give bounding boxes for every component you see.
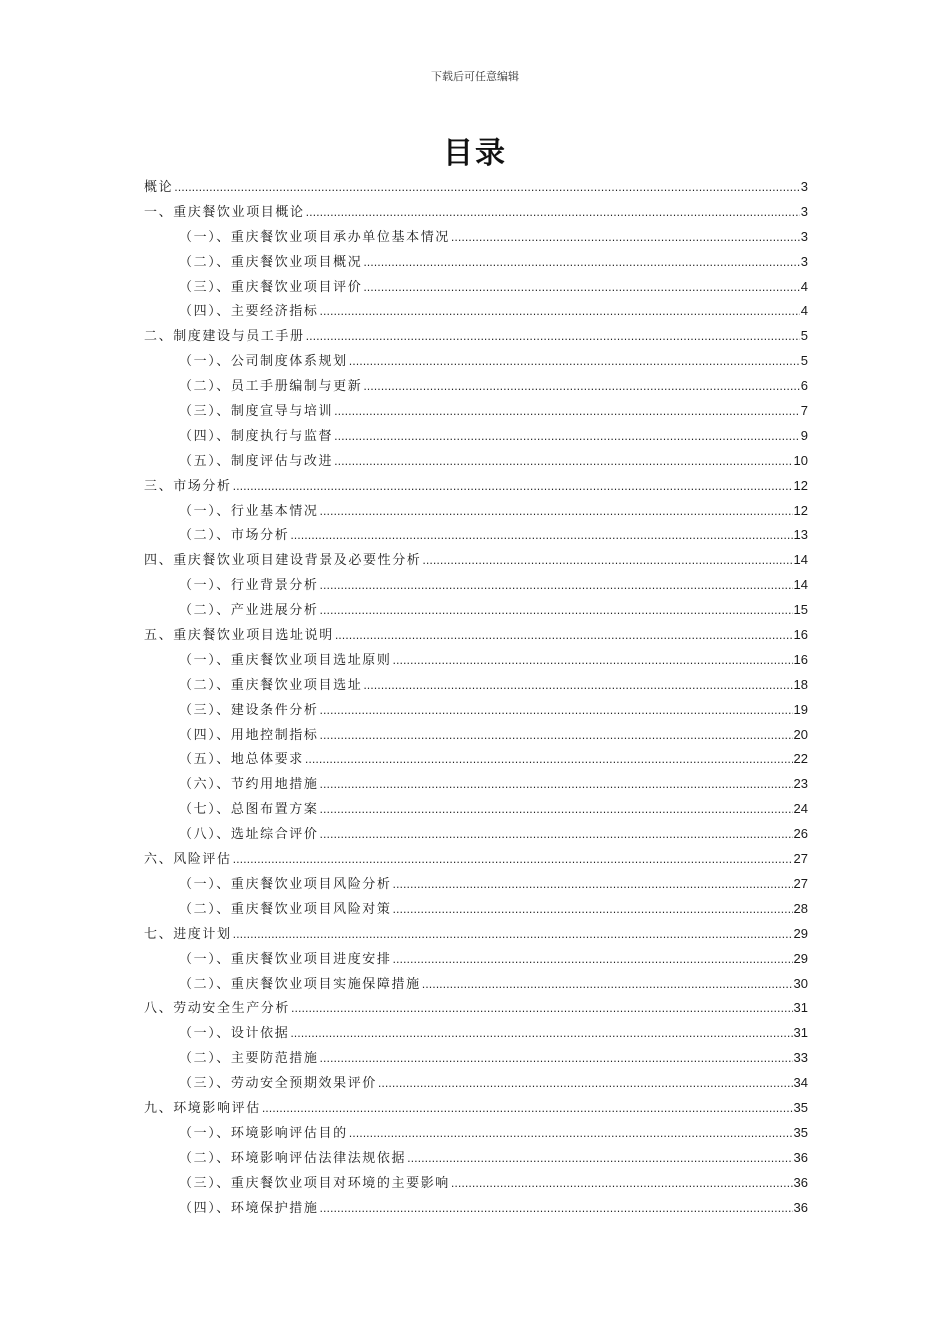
toc-section-entry[interactable] [144,772,808,797]
toc-page-number: 19 [793,701,808,717]
toc-entry-label: （一）、重庆餐饮业项目承办单位基本情况 [179,229,450,245]
toc-page-number: 18 [793,676,808,692]
toc-chapter-entry[interactable] [144,548,808,573]
toc-entry-label: （四）、制度执行与监督 [179,428,334,444]
toc-dot-leader [393,898,793,923]
toc-section-entry[interactable] [144,299,808,324]
toc-section-entry[interactable] [144,723,808,748]
toc-dot-leader [422,973,793,998]
toc-entry-label: 九、环境影响评估 [144,1100,261,1116]
toc-title: 目录 [443,136,507,171]
toc-page-number: 7 [800,403,808,419]
toc-entry-label: （二）、员工手册编制与更新 [179,379,363,395]
toc-dot-leader [290,524,792,549]
toc-section-entry[interactable] [144,424,808,449]
toc-dot-leader [363,375,799,400]
toc-entry-label: （四）、用地控制指标 [179,727,319,743]
toc-entry-label: 一、重庆餐饮业项目概论 [144,204,305,220]
toc-page-number: 5 [800,353,808,369]
toc-section-entry[interactable] [144,1171,808,1196]
toc-dot-leader [363,251,799,276]
toc-page-number: 12 [793,502,808,518]
toc-entry-label: （二）、主要防范措施 [179,1051,319,1067]
toc-dot-leader [363,674,792,699]
toc-chapter-entry[interactable] [144,847,808,872]
table-of-contents [144,175,808,1220]
toc-entry-label: 七、进度计划 [144,926,232,942]
toc-section-entry[interactable] [144,947,808,972]
toc-section-entry[interactable] [144,1196,808,1221]
toc-dot-leader [451,226,800,251]
toc-section-entry[interactable] [144,648,808,673]
toc-section-entry[interactable] [144,1046,808,1071]
toc-dot-leader [320,500,793,525]
toc-page-number: 27 [793,875,808,891]
toc-dot-leader [407,1147,792,1172]
toc-page-number: 30 [793,975,808,991]
toc-page-number: 36 [793,1149,808,1165]
toc-dot-leader [334,400,800,425]
toc-page-number: 3 [800,203,808,219]
toc-chapter-entry[interactable] [144,175,808,200]
toc-entry-label: （一）、重庆餐饮业项目选址原则 [179,652,392,668]
toc-page-number: 23 [793,776,808,792]
toc-page-number: 29 [793,950,808,966]
toc-dot-leader [422,549,792,574]
toc-entry-label: （三）、重庆餐饮业项目对环境的主要影响 [179,1175,450,1191]
toc-entry-label: 二、制度建设与员工手册 [144,329,305,345]
toc-section-entry[interactable] [144,747,808,772]
toc-entry-label: 三、市场分析 [144,478,232,494]
toc-entry-label: 六、风险评估 [144,852,232,868]
toc-entry-label: （二）、产业进展分析 [179,603,319,619]
toc-page-number: 14 [793,577,808,593]
toc-page-number: 36 [793,1199,808,1215]
toc-dot-leader [349,1122,793,1147]
toc-dot-leader [320,773,793,798]
toc-dot-leader [233,475,793,500]
toc-section-entry[interactable] [144,250,808,275]
toc-entry-label: 概论 [144,180,174,195]
toc-section-entry[interactable] [144,822,808,847]
toc-entry-label: （八）、选址综合评价 [179,827,319,843]
toc-chapter-entry[interactable] [144,200,808,225]
toc-entry-label: （二）、环境影响评估法律法规依据 [179,1150,407,1166]
toc-page-number: 10 [793,452,808,468]
toc-entry-label: （二）、市场分析 [179,528,290,544]
toc-page-number: 16 [793,651,808,667]
toc-section-entry[interactable] [144,374,808,399]
toc-page-number: 4 [800,278,808,294]
toc-entry-label: （一）、环境影响评估目的 [179,1125,348,1141]
toc-dot-leader [320,724,793,749]
toc-page-number: 3 [800,253,808,269]
toc-page-number: 3 [800,228,808,244]
toc-section-entry[interactable] [144,1146,808,1171]
toc-entry-label: （六）、节约用地措施 [179,777,319,793]
toc-entry-label: 五、重庆餐饮业项目选址说明 [144,628,334,644]
toc-section-entry[interactable] [144,225,808,250]
toc-entry-label: （一）、重庆餐饮业项目进度安排 [179,951,392,967]
toc-entry-label: （二）、重庆餐饮业项目风险对策 [179,901,392,917]
toc-entry-label: （一）、设计依据 [179,1026,290,1042]
toc-section-entry[interactable] [144,1021,808,1046]
toc-page-number: 22 [793,751,808,767]
toc-entry-label: （一）、行业背景分析 [179,578,319,594]
toc-dot-leader [233,848,793,873]
toc-dot-leader [291,997,793,1022]
toc-page-number: 27 [793,851,808,867]
toc-section-entry[interactable] [144,872,808,897]
toc-entry-label: （三）、重庆餐饮业项目评价 [179,279,363,295]
toc-chapter-entry[interactable] [144,922,808,947]
toc-page-number: 3 [800,179,808,194]
toc-page-number: 13 [793,527,808,543]
toc-page-number: 4 [800,303,808,319]
toc-dot-leader [320,599,793,624]
toc-dot-leader [378,1072,793,1097]
toc-page-number: 33 [793,1050,808,1066]
toc-page-number: 35 [793,1099,808,1115]
toc-page-number: 31 [793,1000,808,1016]
toc-dot-leader [334,450,792,475]
toc-entry-label: （二）、重庆餐饮业项目实施保障措施 [179,976,421,992]
toc-dot-leader [290,1022,792,1047]
toc-section-entry[interactable] [144,972,808,997]
toc-section-entry[interactable] [144,523,808,548]
toc-dot-leader [320,1197,793,1222]
toc-entry-label: （一）、重庆餐饮业项目风险分析 [179,876,392,892]
toc-page-number: 36 [793,1174,808,1190]
toc-section-entry[interactable] [144,797,808,822]
toc-entry-label: （二）、重庆餐饮业项目选址 [179,677,363,693]
toc-entry-label: （一）、公司制度体系规划 [179,354,348,370]
toc-dot-leader [320,300,800,325]
toc-page-number: 5 [800,328,808,344]
toc-page-number: 31 [793,1025,808,1041]
toc-page-number: 15 [793,602,808,618]
toc-dot-leader [363,276,799,301]
toc-entry-label: 八、劳动安全生产分析 [144,1001,291,1017]
toc-page-number: 34 [793,1075,808,1091]
toc-section-entry[interactable] [144,449,808,474]
toc-page-number: 9 [800,427,808,443]
toc-dot-leader [320,798,793,823]
toc-dot-leader [393,649,793,674]
toc-section-entry[interactable] [144,349,808,374]
toc-dot-leader [306,325,800,350]
toc-chapter-entry[interactable] [144,623,808,648]
toc-page-number: 29 [793,925,808,941]
toc-dot-leader [334,425,800,450]
toc-entry-label: （三）、制度宣导与培训 [179,404,334,420]
toc-page-number: 26 [793,826,808,842]
toc-dot-leader [305,748,793,773]
toc-dot-leader [320,1047,793,1072]
toc-dot-leader [349,350,800,375]
toc-page-number: 28 [793,900,808,916]
toc-chapter-entry[interactable] [144,324,808,349]
toc-dot-leader [262,1097,793,1122]
toc-page-number: 35 [793,1124,808,1140]
toc-section-entry[interactable] [144,275,808,300]
toc-chapter-entry[interactable] [144,996,808,1021]
toc-entry-label: （七）、总图布置方案 [179,802,319,818]
toc-section-entry[interactable] [144,598,808,623]
toc-page-number: 6 [800,378,808,394]
toc-section-entry[interactable] [144,897,808,922]
toc-dot-leader [393,873,793,898]
toc-chapter-entry[interactable] [144,1096,808,1121]
toc-section-entry[interactable] [144,673,808,698]
toc-dot-leader [233,923,793,948]
toc-dot-leader [320,699,793,724]
toc-dot-leader [393,948,793,973]
toc-dot-leader [320,823,793,848]
toc-entry-label: （四）、主要经济指标 [179,304,319,320]
toc-page-number: 20 [793,726,808,742]
toc-chapter-entry[interactable] [144,474,808,499]
toc-dot-leader [174,176,800,201]
toc-section-entry[interactable] [144,698,808,723]
toc-entry-label: （三）、建设条件分析 [179,702,319,718]
toc-page-number: 16 [793,627,808,643]
toc-page-number: 24 [793,801,808,817]
toc-entry-label: （三）、劳动安全预期效果评价 [179,1076,377,1092]
toc-page-number: 14 [793,552,808,568]
toc-entry-label: （四）、环境保护措施 [179,1200,319,1216]
toc-entry-label: （五）、制度评估与改进 [179,453,334,469]
toc-dot-leader [306,201,800,226]
header-note: 下载后可任意编辑 [431,70,519,83]
toc-dot-leader [451,1172,793,1197]
toc-entry-label: （一）、行业基本情况 [179,503,319,519]
toc-dot-leader [320,574,793,599]
toc-page-number: 12 [793,477,808,493]
toc-entry-label: （五）、地总体要求 [179,752,304,768]
toc-entry-label: 四、重庆餐饮业项目建设背景及必要性分析 [144,553,422,569]
toc-entry-label: （二）、重庆餐饮业项目概况 [179,254,363,270]
toc-section-entry[interactable] [144,499,808,524]
toc-section-entry[interactable] [144,1071,808,1096]
toc-section-entry[interactable] [144,399,808,424]
toc-section-entry[interactable] [144,573,808,598]
toc-dot-leader [335,624,793,649]
toc-section-entry[interactable] [144,1121,808,1146]
